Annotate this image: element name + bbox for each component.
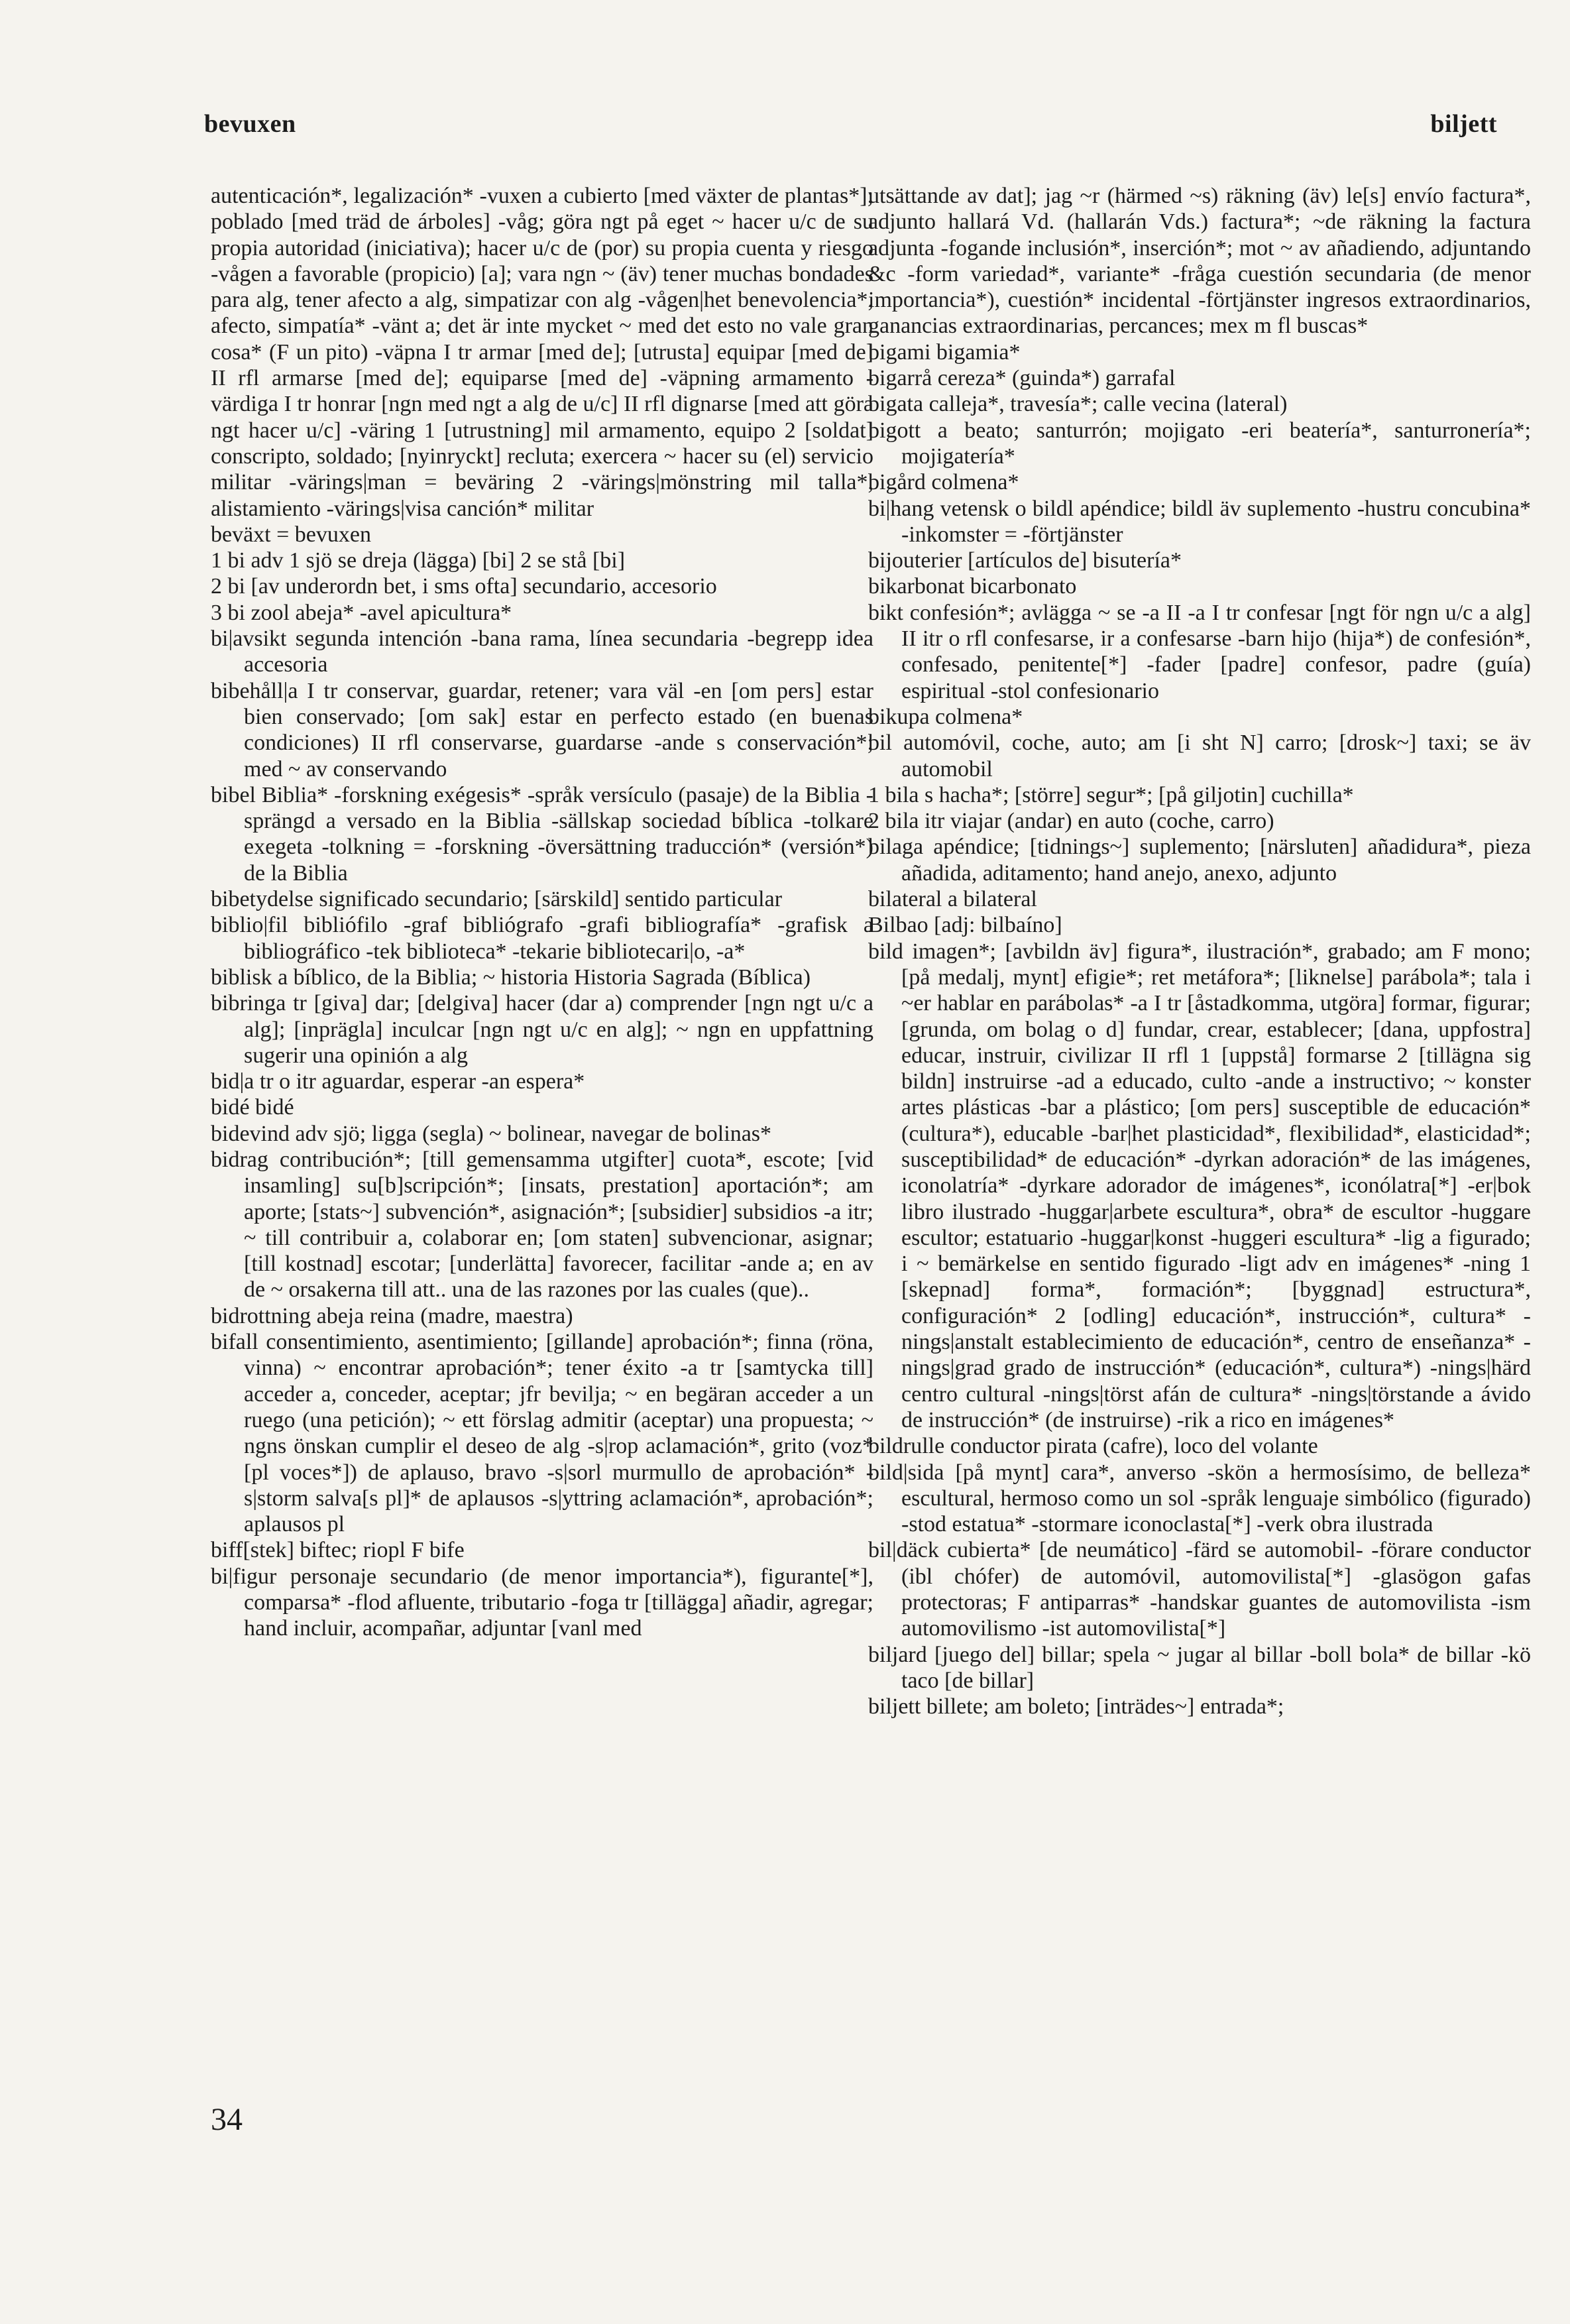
page-number: 34 bbox=[211, 2102, 243, 2137]
dictionary-entry: bijouterier [artículos de] bisutería* bbox=[868, 548, 1182, 573]
dictionary-entry: bidrag contribución*; [till gemensamma utgifter] cuota*, escote; [vid insamling] su[b]scripción*; [insats, prestation] aportación*; am aporte; [stats~] subvención*, asignación*; [subsidier] subsidios -a itr; ~ till contribuir a, colaborar en; [om staten] subvencionar, asignar; [till kostnad] escotar; [underlätta] favorecer, facilitar -ande a; en av de ~ orsakerna till att.. una de las razones por las cuales (que).. bbox=[211, 1147, 873, 1303]
dictionary-entry: bilateral a bilateral bbox=[868, 887, 1037, 912]
right-column bbox=[868, 183, 1531, 1720]
dictionary-entry: bilaga apéndice; [tidnings~] suplemento; [närsluten] añadidura*, pieza añadida, aditamento; hand anejo, anexo, adjunto bbox=[868, 835, 1531, 886]
dictionary-entry: biff[stek] biftec; riopl F bife bbox=[211, 1538, 465, 1563]
dictionary-entry: bibehåll|a I tr conservar, guardar, retener; vara väl -en [om pers] estar bien conservado; [om sak] estar en perfecto estado (en buenas condiciones) II rfl conservarse, guardarse -ande s conservación*; med ~ av conservando bbox=[211, 678, 873, 782]
dictionary-entry: bidevind adv sjö; ligga (segla) ~ bolinear, navegar de bolinas* bbox=[211, 1121, 772, 1146]
dictionary-entry: bid|a tr o itr aguardar, esperar -an espera* bbox=[211, 1069, 585, 1094]
dictionary-entry: 3 bi zool abeja* -avel apicultura* bbox=[211, 600, 512, 625]
dictionary-entry: autenticación*, legalización* -vuxen a cubierto [med växter de plantas*]; poblado [med träd de árboles] -våg; göra ngt på eget ~ hacer u/c de su propia autoridad (iniciativa); hacer u/c de (por) su propia cuenta y riesgo -vågen a favorable (propicio) [a]; vara ngn ~ (äv) tener muchas bondades para alg, tener afecto a alg, simpatizar con alg -vågen|het benevolencia*, afecto, simpatía* -vänt a; det är inte mycket ~ med det esto no vale gran cosa* (F un pito) -väpna I tr armar [med de]; [utrusta] equipar [med de] II rfl armarse [med de]; equiparse [med de] -väpning armamento -värdiga I tr honrar [ngn med ngt a alg de u/c] II rfl dignarse [med att göra ngt hacer u/c] -väring 1 [utrustning] mil armamento, equipo 2 [soldat] conscripto, soldado; [nyinryckt] recluta; exercera ~ hacer su (el) servicio militar -värings|man = beväring 2 -värings|mönstring mil talla*, alistamiento -värings|visa canción* militar bbox=[211, 184, 873, 521]
left-column bbox=[211, 183, 873, 1642]
dictionary-entry: bigami bigamia* bbox=[868, 339, 1021, 365]
dictionary-entry: bi|avsikt segunda intención -bana rama, línea secundaria -begrepp idea accesoria bbox=[211, 626, 873, 677]
dictionary-entry: biblisk a bíblico, de la Biblia; ~ historia Historia Sagrada (Bíblica) bbox=[211, 964, 811, 990]
dictionary-entry: biljard [juego del] billar; spela ~ jugar al billar -boll bola* de billar -kö taco [de billar] bbox=[868, 1642, 1531, 1693]
dictionary-entry: bil automóvil, coche, auto; am [i sht N] carro; [drosk~] taxi; se äv automobil bbox=[868, 730, 1531, 782]
dictionary-entry: biljett billete; am boleto; [inträdes~] entrada*; bbox=[868, 1694, 1284, 1719]
header-guide-word-left: bevuxen bbox=[204, 110, 296, 138]
dictionary-entry: 1 bi adv 1 sjö se dreja (lägga) [bi] 2 se stå [bi] bbox=[211, 548, 626, 573]
dictionary-entry: bidrottning abeja reina (madre, maestra) bbox=[211, 1303, 573, 1328]
dictionary-entry: bigott a beato; santurrón; mojigato -eri beatería*, santurronería*; mojigatería* bbox=[868, 418, 1531, 469]
dictionary-entry: bibringa tr [giva] dar; [delgiva] hacer (dar a) comprender [ngn ngt u/c a alg]; [inprägla] inculcar [ngn ngt u/c en alg]; ~ ngn en uppfattning sugerir una opinión a alg bbox=[211, 991, 873, 1068]
dictionary-entry: bifall consentimiento, asentimiento; [gillande] aprobación*; finna (röna, vinna) ~ encontrar aprobación*; tener éxito -a tr [samtycka till] acceder a, conceder, aceptar; jfr bevilja; ~ en begäran acceder a un ruego (una petición); ~ ett förslag admitir (aceptar) una propuesta; ~ ngns önskan cumplir el deseo de alg -s|rop aclamación*, grito (voz*[pl voces*]) de aplauso, bravo -s|sorl murmullo de aprobación* -s|storm salva[s pl]* de aplausos -s|yttring aclamación*, aprobación*; aplausos pl bbox=[211, 1330, 873, 1537]
dictionary-entry: biblio|fil bibliófilo -graf bibliógrafo -grafi bibliografía* -grafisk a bibliográfico -tek biblioteca* -tekarie bibliotecari|o, -a* bbox=[211, 913, 873, 964]
dictionary-entry: bikarbonat bicarbonato bbox=[868, 574, 1077, 599]
dictionary-entry: beväxt = bevuxen bbox=[211, 522, 371, 547]
dictionary-entry: 1 bila s hacha*; [större] segur*; [på giljotin] cuchilla* bbox=[868, 782, 1354, 807]
dictionary-entry: bibetydelse significado secundario; [särskild] sentido particular bbox=[211, 887, 783, 912]
dictionary-entry: bildrulle conductor pirata (cafre), loco del volante bbox=[868, 1434, 1318, 1459]
dictionary-entry: bild|sida [på mynt] cara*, anverso -skön a hermosísimo, de belleza* escultural, hermoso como un sol -språk lenguaje simbólico (figurado) -stod estatua* -stormare iconoclasta[*] -verk obra ilustrada bbox=[868, 1460, 1531, 1537]
dictionary-entry: bigata calleja*, travesía*; calle vecina (lateral) bbox=[868, 392, 1288, 417]
dictionary-entry: bi|figur personaje secundario (de menor importancia*), figurante[*], comparsa* -flod afluente, tributario -foga tr [tillägga] añadir, agregar; hand incluir, acompañar, adjuntar [vanl med bbox=[211, 1564, 873, 1641]
dictionary-entry: bigård colmena* bbox=[868, 470, 1019, 495]
dictionary-entry: bikt confesión*; avlägga ~ se -a II -a I tr confesar [ngt för ngn u/c a alg] II itr o rfl confesarse, ir a confesarse -barn hijo (hija*) de confesión*, confesado, penitente[*] -fader [padre] confesor, padre (guía) espiritual -stol confesionario bbox=[868, 600, 1531, 703]
dictionary-entry: utsättande av dat]; jag ~r (härmed ~s) räkning (äv) le[s] envío factura*, adjunto hallará Vd. (hallarán Vds.) factura*; ~de räkning la factura adjunta -fogande inclusión*, inserción*; mot ~ av añadiendo, adjuntando &c -form variedad*, variante* -fråga cuestión secundaria (de menor importancia*), cuestión* incidental -förtjänster ingresos extraordinarios, ganancias extraordinarias, percances; mex m fl buscas* bbox=[868, 184, 1531, 339]
dictionary-entry: bibel Biblia* -forskning exégesis* -språk versículo (pasaje) de la Biblia -sprängd a versado en la Biblia -sällskap sociedad bíblica -tolkare exegeta -tolkning = -forskning -översättning traducción* (versión*) de la Biblia bbox=[211, 782, 873, 886]
dictionary-entry: 2 bila itr viajar (andar) en auto (coche, carro) bbox=[868, 809, 1274, 834]
dictionary-entry: 2 bi [av underordn bet, i sms ofta] secundario, accesorio bbox=[211, 574, 717, 599]
dictionary-entry: bidé bidé bbox=[211, 1095, 294, 1120]
dictionary-entry: bikupa colmena* bbox=[868, 704, 1023, 729]
dictionary-entry: Bilbao [adj: bilbaíno] bbox=[868, 913, 1062, 938]
dictionary-entry: bigarrå cereza* (guinda*) garrafal bbox=[868, 366, 1176, 391]
dictionary-entry: bild imagen*; [avbildn äv] figura*, ilustración*, grabado; am F mono; [på medalj, mynt] efigie*; ret metáfora*; [liknelse] parábola*; tala i ~er hablar en parábolas* -a I tr [åstadkomma, utgöra] formar, figurar; [grunda, om bolag o d] fundar, crear, establecer; [dana, uppfostra] educar, instruir, civilizar II rfl 1 [uppstå] formarse 2 [tillägna sig bildn] instruirse -ad a educado, culto -ande a instructivo; ~ konster artes plásticas -bar a plástico; [om pers] susceptible de educación* (cultura*), educable -bar|het plasticidad*, flexibilidad*, elasticidad*; susceptibilidad* de educación* -dyrkan adoración* de las imágenes, iconolatría* -dyrkare adorador de imágenes*, iconólatra[*] -er|bok libro ilustrado -huggar|arbete escultura*, obra* de escultor -huggare escultor; estatuario -huggar|konst -huggeri escultura* -lig a figurado; i ~ bemärkelse en sentido figurado -ligt adv en imágenes* -ning 1 [skepnad] forma*, formación*; [byggnad] estructura*, configuración* 2 [odling] educación*, instrucción*, cultura* -nings|anstalt establecimiento de educación*, centro de enseñanza* -nings|grad grado de instrucción* (educación*, cultura*) -nings|härd centro cultural -nings|törst afán de cultura* -nings|törstande a ávido de instrucción* (de instruirse) -rik a rico en imágenes* bbox=[868, 939, 1531, 1432]
dictionary-entry: bil|däck cubierta* [de neumático] -färd se automobil- -förare conductor (ibl chófer) de automóvil, automovilista[*] -glasögon gafas protectoras; F antiparras* -handskar guantes de automovilista -ism automovilismo -ist automovilista[*] bbox=[868, 1538, 1531, 1641]
header-guide-word-right: biljett bbox=[1430, 110, 1497, 138]
dictionary-entry: bi|hang vetensk o bildl apéndice; bildl äv suplemento -hustru concubina* -inkomster = -förtjänster bbox=[868, 496, 1531, 547]
